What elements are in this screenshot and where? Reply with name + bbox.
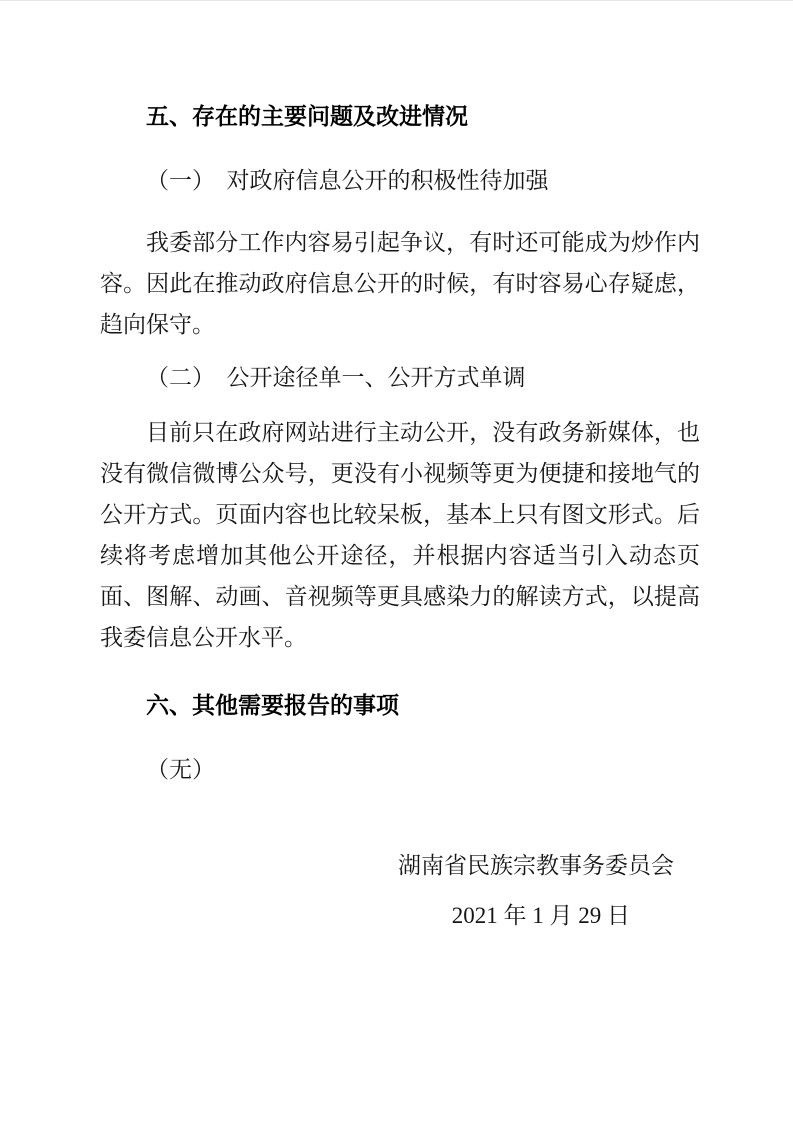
section-6-heading: 六、其他需要报告的事项 [146,692,399,718]
section-5-heading: 五、存在的主要问题及改进情况 [146,103,468,129]
section-5-subsection-2-heading: （二） 公开途径单一、公开方式单调 [146,365,526,390]
section-5-paragraph-2: 目前只在政府网站进行主动公开，没有政务新媒体，也没有微信微博公众号，更没有小视频等更为便捷和接地气的公开方式。页面内容也比较呆板，基本上只有图文形式。后续将考虑增加其他公开途径，并根据内容适当引入动态页面、图解、动画、音视频等更具感染力的解读方式，以提高我委信息公开水平。 [100,420,700,650]
section-6-content: （无） [146,757,215,782]
section-5-paragraph-1: 我委部分工作内容易引起争议，有时还可能成为炒作内容。因此在推动政府信息公开的时候，有时容易心存疑虑，趋向保守。 [100,230,700,337]
section-5-subsection-1-heading: （一） 对政府信息公开的积极性待加强 [146,168,549,193]
signature-organization: 湖南省民族宗教事务委员会 [398,853,674,878]
signature-date: 2021 年 1 月 29 日 [451,903,630,928]
